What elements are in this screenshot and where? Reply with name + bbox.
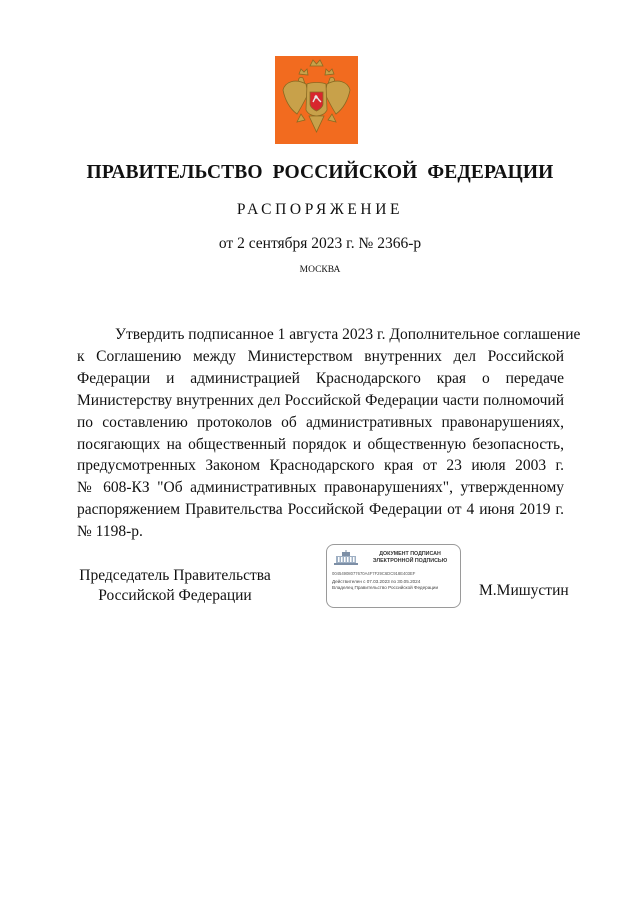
electronic-signature-stamp <box>326 544 461 608</box>
government-title: ПРАВИТЕЛЬСТВО РОССИЙСКОЙ ФЕДЕРАЦИИ <box>86 162 554 183</box>
stamp-header: ДОКУМЕНТ ПОДПИСАН ЭЛЕКТРОННОЙ ПОДПИСЬЮ <box>372 551 448 564</box>
body-line: Министерству внутренних дел Российской Федерации части полномочий <box>77 391 564 409</box>
body-line: предусмотренных Законом Краснодарского края от 23 июля 2003 г. <box>77 457 564 475</box>
body-line: № 608-КЗ "Об административных правонарушениях", утвержденному <box>77 479 564 497</box>
document-date-number: от 2 сентября 2023 г. № 2366-р <box>218 235 422 252</box>
stamp-owner: Владелец Правительство Российской Федерации <box>332 585 439 590</box>
stamp-validity: Действителен с 07.03.2023 по 30.05.2024 <box>332 579 421 584</box>
body-line: Федерации и администрацией Краснодарского края о передаче <box>77 369 564 387</box>
document-city: МОСКВА <box>299 265 341 275</box>
body-line: Утвердить подписанное 1 августа 2023 г. Дополнительное соглашение <box>115 326 581 343</box>
signer-position <box>70 566 280 606</box>
document-type: РАСПОРЯЖЕНИЕ <box>236 201 404 218</box>
russian-coat-of-arms-icon <box>275 56 358 144</box>
body-line: посягающих на общественный порядок и общественную безопасность, <box>77 435 564 453</box>
signer-name: М.Мишустин <box>479 582 569 599</box>
government-building-icon <box>333 550 359 566</box>
signer-position-line: Российской Федерации <box>98 587 252 604</box>
body-line: распоряжением Правительства Российской Федерации от 4 июня 2019 г. <box>77 501 564 519</box>
stamp-certificate: 00454908077670A4F7F29C6DC918E403EF <box>332 571 416 576</box>
body-line: по составлению протоколов об административных правонарушениях, <box>77 413 564 431</box>
body-line: № 1198-р. <box>77 523 143 541</box>
body-line: к Соглашению между Министерством внутренних дел Российской <box>77 347 564 365</box>
signer-position-line: Председатель Правительства <box>79 567 271 584</box>
order-body-text <box>77 324 581 543</box>
